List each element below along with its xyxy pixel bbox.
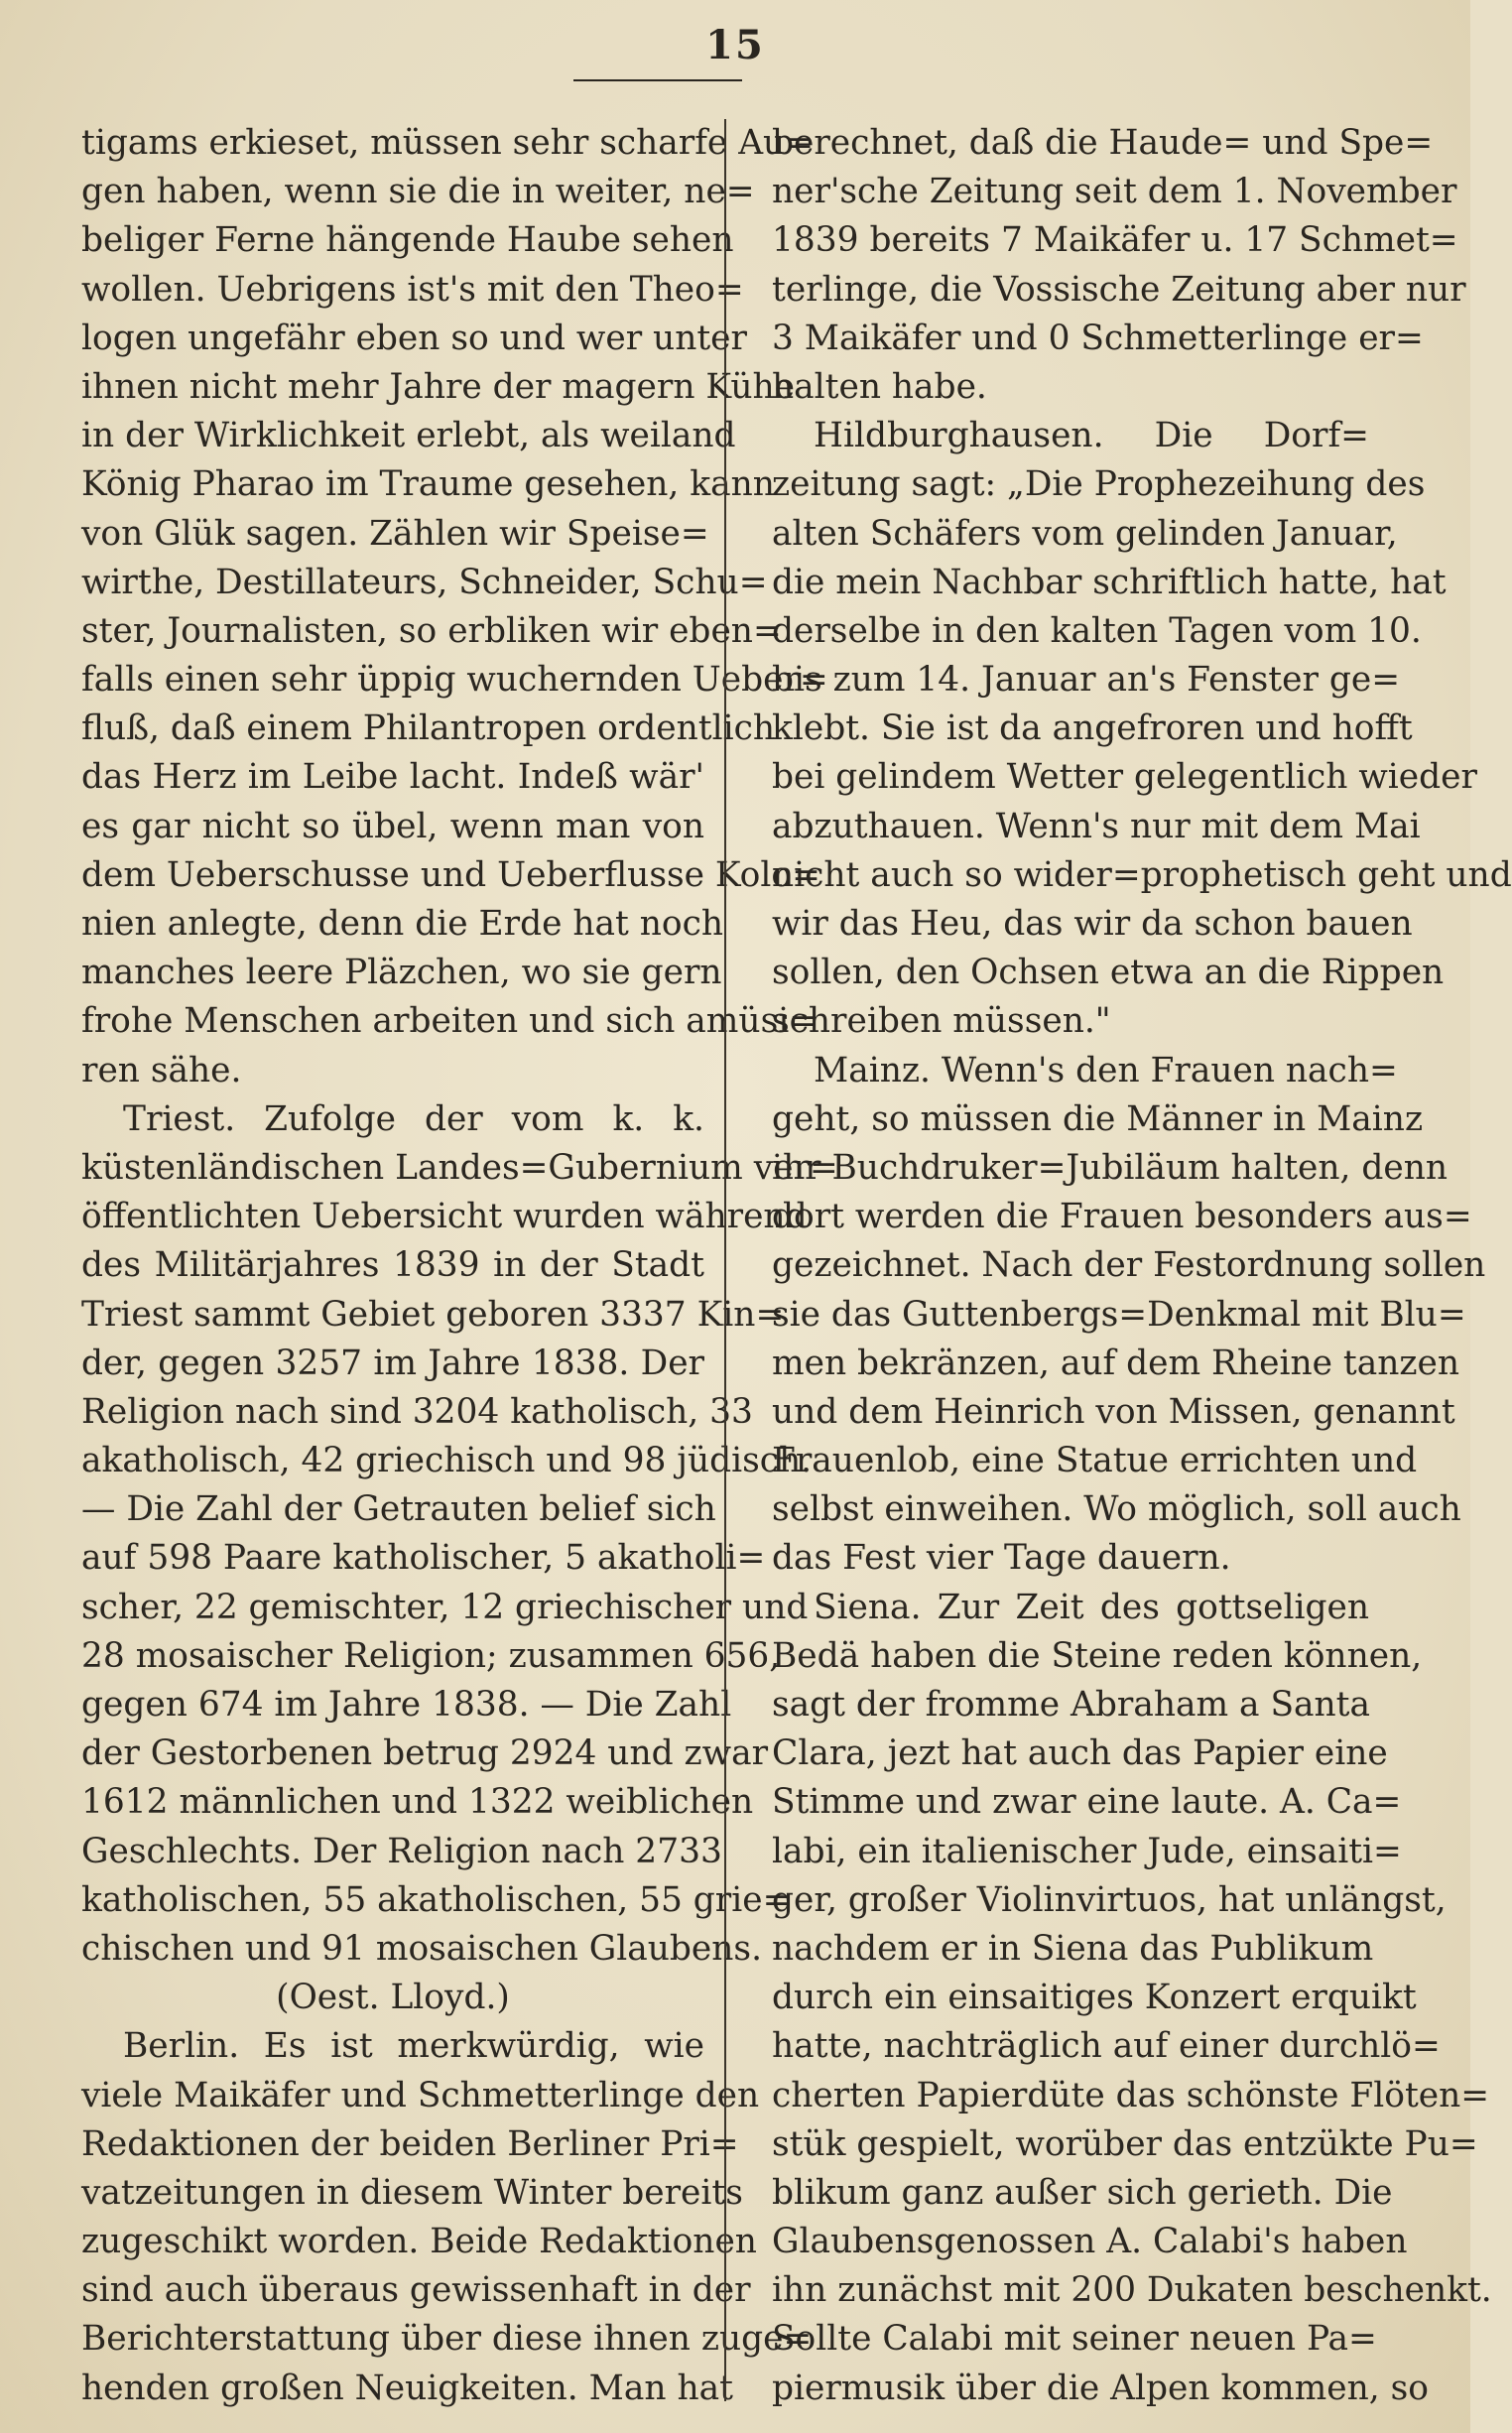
text-line: in der Wirklichkeit erlebt, als weiland [81,416,736,456]
text-line: henden großen Neuigkeiten. Man hat [81,2368,733,2408]
text-line: ren sähe. [81,1050,242,1090]
text-line: 28 mosaischer Religion; zusammen 656, [81,1635,781,1676]
text-line: sagt der fromme Abraham a Santa [772,1685,1370,1725]
text-line: bei gelindem Wetter gelegentlich wieder [772,757,1477,798]
text-line: sind auch überaus gewissenhaft in der [81,2270,751,2311]
text-line: fluß, daß einem Philantropen ordentlich [81,708,775,749]
header-rule [573,79,742,81]
text-line: ihr Buchdruker=Jubiläum halten, denn [772,1147,1449,1188]
text-line: Religion nach sind 3204 katholisch, 33 [81,1391,753,1432]
text-line: logen ungefähr eben so und wer unter [81,318,747,358]
text-line: dort werden die Frauen besonders aus= [772,1197,1472,1237]
column-divider [724,119,726,2401]
text-line-berlin-heading: Berlin. Es ist merkwürdig, wie [123,2026,704,2067]
text-line: katholischen, 55 akatholischen, 55 grie= [81,1879,792,1920]
text-line: piermusik über die Alpen kommen, so [772,2368,1429,2408]
text-line: scher, 22 gemischter, 12 griechischer und [81,1587,809,1627]
text-line: das Fest vier Tage dauern. [772,1538,1231,1579]
text-line: sollen, den Ochsen etwa an die Rippen [772,953,1445,993]
text-line: wollen. Uebrigens ist's mit den Theo= [81,269,744,310]
text-line: geht, so müssen die Männer in Mainz [772,1098,1424,1139]
text-line: vatzeitungen in diesem Winter bereits [81,2172,743,2213]
text-line: manches leere Pläzchen, wo sie gern [81,953,722,993]
text-line: abzuthauen. Wenn's nur mit dem Mai [772,806,1421,846]
text-line: ihnen nicht mehr Jahre der magern Kühe [81,366,796,407]
text-line: von Glük sagen. Zählen wir Speise= [81,513,709,554]
text-line: der, gegen 3257 im Jahre 1838. Der [81,1343,704,1383]
text-line: — Die Zahl der Getrauten belief sich [81,1489,716,1530]
text-line: öffentlichten Uebersicht wurden während [81,1197,808,1237]
text-line-triest-heading: Triest. Zufolge der vom k. k. [123,1098,704,1139]
text-line: viele Maikäfer und Schmetterlinge den [81,2075,760,2115]
text-line: frohe Menschen arbeiten und sich amüsi= [81,1001,819,1042]
text-line: bis zum 14. Januar an's Fenster ge= [772,660,1401,701]
text-line: wir das Heu, das wir da schon bauen [772,904,1413,944]
text-line: Sollte Calabi mit seiner neuen Pa= [772,2319,1377,2360]
text-line: gezeichnet. Nach der Festordnung sollen [772,1245,1486,1286]
page-number: 15 [705,22,765,68]
right-column [772,119,1512,2413]
text-line: Glaubensgenossen A. Calabi's haben [772,2222,1408,2262]
text-line: chischen und 91 mosaischen Glaubens. [81,1928,763,1969]
text-line: 3 Maikäfer und 0 Schmetterlinge er= [772,318,1424,358]
text-line: 1839 bereits 7 Maikäfer u. 17 Schmet= [772,220,1458,261]
text-line: klebt. Sie ist da angefroren und hofft [772,708,1413,749]
text-line: ger, großer Violinvirtuos, hat unlängst, [772,1879,1447,1920]
left-column [81,119,838,2413]
text-line: falls einen sehr üppig wuchernden Ueber= [81,660,828,701]
text-line: halten habe. [772,366,987,407]
text-line: und dem Heinrich von Missen, genannt [772,1391,1455,1432]
text-line: tigams erkieset, müssen sehr scharfe Au= [81,123,815,163]
text-line: akatholisch, 42 griechisch und 98 jüdisch. [81,1441,813,1481]
text-line: gegen 674 im Jahre 1838. — Die Zahl [81,1685,732,1725]
text-line: Berichterstattung über diese ihnen zuge= [81,2319,813,2360]
text-line: Stimme und zwar eine laute. A. Ca= [772,1782,1402,1823]
text-line: gen haben, wenn sie die in weiter, ne= [81,172,755,212]
text-line: auf 598 Paare katholischer, 5 akatholi= [81,1538,766,1579]
text-line: schreiben müssen." [772,1001,1111,1042]
text-line: ihn zunächst mit 200 Dukaten beschenkt. [772,2270,1492,2311]
text-line: selbst einweihen. Wo möglich, soll auch [772,1489,1461,1530]
text-line: Frauenlob, eine Statue errichten und [772,1441,1418,1481]
source-citation: (Oest. Lloyd.) [276,1978,510,2018]
text-line: blikum ganz außer sich gerieth. Die [772,2172,1393,2213]
text-line: Redaktionen der beiden Berliner Pri= [81,2123,739,2164]
text-line: beliger Ferne hängende Haube sehen [81,220,734,261]
text-line: das Herz im Leibe lacht. Indeß wär' [81,757,704,798]
text-line: terlinge, die Vossische Zeitung aber nur [772,269,1466,310]
text-line: cherten Papierdüte das schönste Flöten= [772,2075,1490,2115]
text-line-mainz-heading: Mainz. Wenn's den Frauen nach= [814,1050,1398,1090]
text-line-hildburghausen-heading: Hildburghausen. Die Dorf= [814,416,1369,456]
text-line: men bekränzen, auf dem Rheine tanzen [772,1343,1459,1383]
text-line: 1612 männlichen und 1322 weiblichen [81,1782,754,1823]
text-line: ster, Journalisten, so erbliken wir eben= [81,610,782,651]
text-line: Clara, jezt hat auch das Papier eine [772,1733,1388,1774]
text-line: sie das Guttenbergs=Denkmal mit Blu= [772,1294,1466,1335]
text-line: zeitung sagt: „Die Prophezeihung des [772,464,1426,505]
text-line: berechnet, daß die Haude= und Spe= [772,123,1434,163]
text-line: hatte, nachträglich auf einer durchlö= [772,2026,1441,2067]
text-line: dem Ueberschusse und Ueberflusse Kolo= [81,854,820,895]
text-line: Bedä haben die Steine reden können, [772,1635,1423,1676]
text-line: nien anlegte, denn die Erde hat noch [81,904,724,944]
text-line: der Gestorbenen betrug 2924 und zwar [81,1733,769,1774]
text-line: nicht auch so wider=prophetisch geht und [772,854,1512,895]
text-line: die mein Nachbar schriftlich hatte, hat [772,562,1447,602]
text-line: zugeschikt worden. Beide Redaktionen [81,2222,757,2262]
text-line: labi, ein italienischer Jude, einsaiti= [772,1831,1402,1871]
text-line: König Pharao im Traume gesehen, kann [81,464,775,505]
text-line: derselbe in den kalten Tagen vom 10. [772,610,1422,651]
text-line: küstenländischen Landes=Gubernium ver= [81,1147,838,1188]
text-line: ner'sche Zeitung seit dem 1. November [772,172,1457,212]
text-line-siena-heading: Siena. Zur Zeit des gottseligen [814,1587,1369,1627]
text-line: durch ein einsaitiges Konzert erquikt [772,1978,1417,2018]
text-line: nachdem er in Siena das Publikum [772,1928,1374,1969]
text-line: es gar nicht so übel, wenn man von [81,806,704,846]
text-line: wirthe, Destillateurs, Schneider, Schu= [81,562,768,602]
text-line: alten Schäfers vom gelinden Januar, [772,513,1398,554]
text-line: Geschlechts. Der Religion nach 2733 [81,1831,722,1871]
text-line: des Militärjahres 1839 in der Stadt [81,1245,704,1286]
text-line: stük gespielt, worüber das entzükte Pu= [772,2123,1478,2164]
text-line: Triest sammt Gebiet geboren 3337 Kin= [81,1294,785,1335]
